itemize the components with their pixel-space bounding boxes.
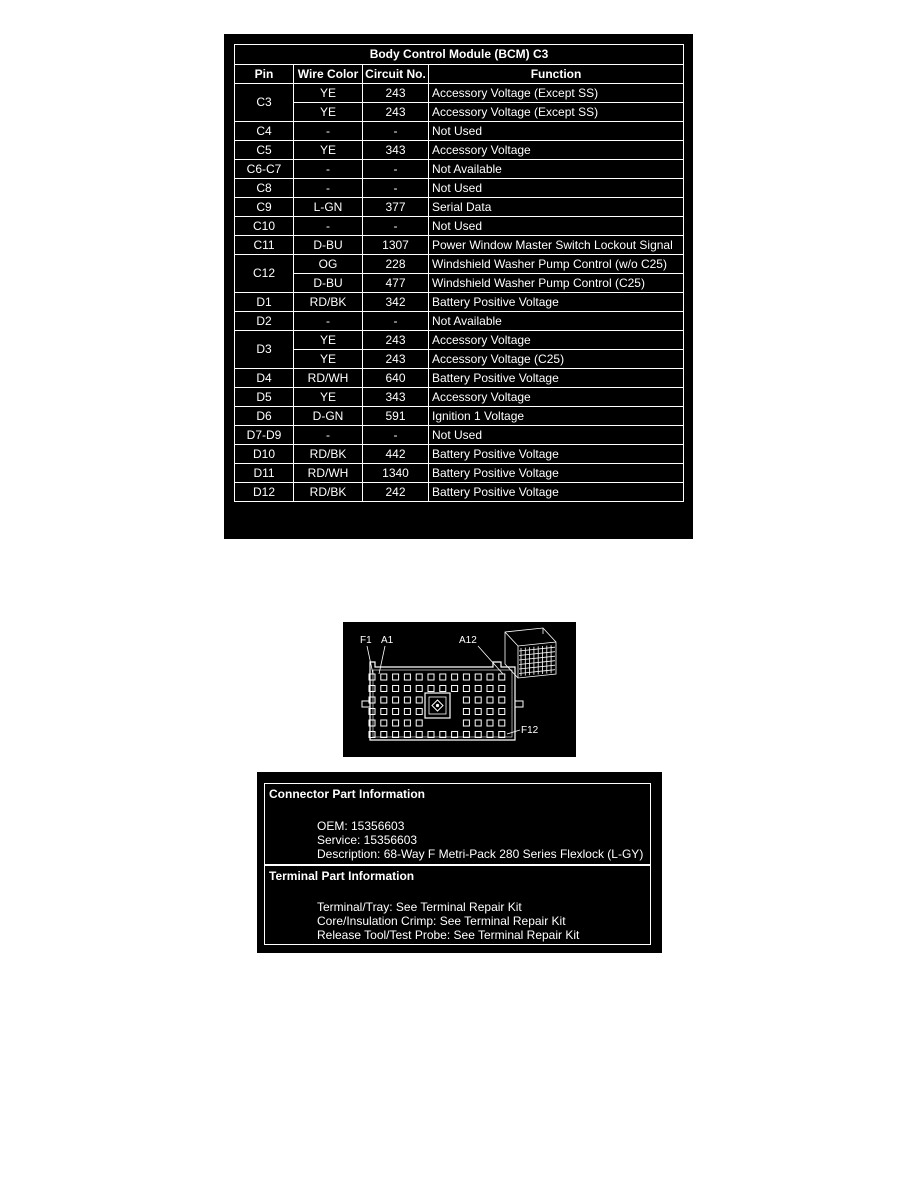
connector-oem: OEM: 15356603: [317, 819, 405, 833]
terminal-cavity: [463, 732, 469, 738]
cell-pin: D7-D9: [235, 426, 294, 445]
cell-wire-color: -: [294, 312, 363, 331]
cell-pin: C11: [235, 236, 294, 255]
cell-function: Battery Positive Voltage: [429, 445, 684, 464]
terminal-cavity: [452, 686, 458, 692]
cell-pin: C4: [235, 122, 294, 141]
header-function: Function: [429, 65, 684, 84]
terminal-cavity: [404, 686, 410, 692]
table-row: [235, 369, 684, 388]
terminal-part-details: [317, 900, 579, 942]
cell-function: Not Used: [429, 122, 684, 141]
cell-pin: D3: [235, 331, 294, 369]
cell-circuit-no: 343: [363, 141, 429, 160]
cell-function: Accessory Voltage: [429, 141, 684, 160]
leader-f12: [507, 730, 520, 734]
terminal-cavity: [428, 732, 434, 738]
cell-pin: D1: [235, 293, 294, 312]
cell-wire-color: YE: [294, 331, 363, 350]
terminal-cavity: [499, 709, 505, 715]
terminal-tray: Terminal/Tray: See Terminal Repair Kit: [317, 900, 522, 914]
cell-circuit-no: 243: [363, 331, 429, 350]
cell-circuit-no: 243: [363, 84, 429, 103]
terminal-cavity: [463, 709, 469, 715]
connector-part-heading: Connector Part Information: [269, 787, 426, 801]
connector-isometric-view: [505, 628, 556, 678]
terminal-cavity: [463, 686, 469, 692]
cell-circuit-no: -: [363, 217, 429, 236]
terminal-cavity: [440, 674, 446, 680]
terminal-cavity: [381, 697, 387, 703]
header-pin: Pin: [235, 65, 294, 84]
cell-pin: D2: [235, 312, 294, 331]
terminal-cavity: [475, 697, 481, 703]
cell-wire-color: OG: [294, 255, 363, 274]
cell-pin: C10: [235, 217, 294, 236]
cell-function: Not Used: [429, 179, 684, 198]
cell-function: Battery Positive Voltage: [429, 464, 684, 483]
connector-face-diagram: [343, 622, 576, 757]
cell-function: Accessory Voltage (C25): [429, 350, 684, 369]
terminal-cavity: [404, 709, 410, 715]
terminal-cavity: [381, 674, 387, 680]
cell-function: Windshield Washer Pump Control (C25): [429, 274, 684, 293]
table-title: Body Control Module (BCM) C3: [235, 45, 684, 65]
table-row: [235, 331, 684, 350]
table-row: [235, 426, 684, 445]
isometric-cavity-line: [519, 652, 555, 656]
cell-circuit-no: -: [363, 160, 429, 179]
table-row: [235, 217, 684, 236]
cell-function: Power Window Master Switch Lockout Signal: [429, 236, 684, 255]
terminal-release-tool: Release Tool/Test Probe: See Terminal Repair Kit: [317, 928, 580, 942]
cell-circuit-no: -: [363, 426, 429, 445]
terminal-cavity: [416, 709, 422, 715]
cell-function: Not Used: [429, 426, 684, 445]
terminal-cavity: [416, 732, 422, 738]
cell-function: Battery Positive Voltage: [429, 483, 684, 502]
terminal-cavity: [381, 686, 387, 692]
pin-table: [234, 44, 684, 502]
terminal-cavity: [452, 732, 458, 738]
terminal-cavity: [428, 674, 434, 680]
cell-circuit-no: 477: [363, 274, 429, 293]
terminal-cavity: [440, 686, 446, 692]
cell-function: Accessory Voltage (Except SS): [429, 103, 684, 122]
right-latch: [515, 701, 523, 707]
cell-wire-color: -: [294, 426, 363, 445]
terminal-crimp: Core/Insulation Crimp: See Terminal Repair Kit: [317, 914, 566, 928]
table-row: [235, 464, 684, 483]
cell-function: Ignition 1 Voltage: [429, 407, 684, 426]
cell-function: Battery Positive Voltage: [429, 369, 684, 388]
cell-function: Not Used: [429, 217, 684, 236]
terminal-part-heading: Terminal Part Information: [269, 869, 415, 883]
terminal-cavity: [416, 697, 422, 703]
cell-circuit-no: 377: [363, 198, 429, 217]
cell-function: Not Available: [429, 312, 684, 331]
cell-wire-color: YE: [294, 84, 363, 103]
cell-function: Not Available: [429, 160, 684, 179]
terminal-cavity: [393, 709, 399, 715]
terminal-cavity: [499, 720, 505, 726]
cell-wire-color: D-BU: [294, 274, 363, 293]
cell-pin: D10: [235, 445, 294, 464]
terminal-cavity: [475, 720, 481, 726]
terminal-cavity: [393, 732, 399, 738]
table-row: [235, 312, 684, 331]
isometric-cavity-line: [519, 665, 555, 669]
terminal-cavity: [487, 674, 493, 680]
cell-circuit-no: 342: [363, 293, 429, 312]
isometric-cavity-line: [519, 661, 555, 665]
cell-wire-color: RD/BK: [294, 445, 363, 464]
cell-wire-color: RD/BK: [294, 483, 363, 502]
cell-pin: D5: [235, 388, 294, 407]
terminal-cavity: [487, 686, 493, 692]
label-a1: A1: [381, 635, 394, 646]
cell-circuit-no: 640: [363, 369, 429, 388]
table-row: [235, 122, 684, 141]
cell-wire-color: YE: [294, 350, 363, 369]
label-a12: A12: [459, 635, 477, 646]
connector-service: Service: 15356603: [317, 833, 418, 847]
terminal-cavity: [463, 720, 469, 726]
cell-pin: C9: [235, 198, 294, 217]
cell-circuit-no: 442: [363, 445, 429, 464]
terminal-cavity: [499, 674, 505, 680]
label-f12: F12: [521, 725, 539, 736]
cell-circuit-no: 228: [363, 255, 429, 274]
table-row: [235, 160, 684, 179]
cell-pin: C5: [235, 141, 294, 160]
terminal-cavity: [463, 697, 469, 703]
terminal-cavity: [499, 686, 505, 692]
terminal-cavity: [381, 732, 387, 738]
cell-pin: D6: [235, 407, 294, 426]
cell-circuit-no: 242: [363, 483, 429, 502]
cell-circuit-no: 243: [363, 350, 429, 369]
cell-wire-color: RD/BK: [294, 293, 363, 312]
cell-wire-color: -: [294, 217, 363, 236]
cell-function: Serial Data: [429, 198, 684, 217]
part-information-box: [264, 783, 651, 945]
cell-wire-color: YE: [294, 388, 363, 407]
table-row: [235, 274, 684, 293]
table-row: [235, 350, 684, 369]
terminal-cavity: [393, 697, 399, 703]
isometric-cavity-line: [519, 656, 555, 660]
terminal-cavity: [393, 686, 399, 692]
isometric-cavity-line: [519, 647, 555, 651]
terminal-cavity: [440, 732, 446, 738]
table-row: [235, 407, 684, 426]
cell-circuit-no: -: [363, 122, 429, 141]
cell-wire-color: D-GN: [294, 407, 363, 426]
terminal-cavity: [428, 686, 434, 692]
cell-wire-color: -: [294, 179, 363, 198]
connector-description: Description: 68-Way F Metri-Pack 280 Series Flexlock (L-GY): [317, 847, 644, 861]
cell-pin: C6-C7: [235, 160, 294, 179]
terminal-cavity: [487, 697, 493, 703]
cell-pin: D4: [235, 369, 294, 388]
table-row: [235, 198, 684, 217]
terminal-cavity: [381, 720, 387, 726]
cell-circuit-no: 1307: [363, 236, 429, 255]
cell-pin: C12: [235, 255, 294, 293]
table-row: [235, 483, 684, 502]
cell-pin: C3: [235, 84, 294, 122]
table-row: [235, 293, 684, 312]
terminal-cavity: [499, 732, 505, 738]
cell-wire-color: -: [294, 122, 363, 141]
cell-function: Battery Positive Voltage: [429, 293, 684, 312]
cell-pin: C8: [235, 179, 294, 198]
cell-circuit-no: 343: [363, 388, 429, 407]
terminal-cavity: [499, 697, 505, 703]
cell-circuit-no: 243: [363, 103, 429, 122]
label-f1: F1: [360, 635, 372, 646]
center-bolt-dot: [436, 704, 439, 707]
pin-table-panel: [224, 34, 693, 539]
table-row: [235, 84, 684, 103]
terminal-cavity: [416, 674, 422, 680]
terminal-cavity: [487, 709, 493, 715]
terminal-cavity: [487, 720, 493, 726]
terminal-cavity: [452, 674, 458, 680]
connector-part-section: [265, 784, 650, 866]
terminal-cavity: [404, 732, 410, 738]
cell-wire-color: D-BU: [294, 236, 363, 255]
terminal-cavity: [404, 697, 410, 703]
cell-circuit-no: 1340: [363, 464, 429, 483]
cell-wire-color: YE: [294, 141, 363, 160]
cell-circuit-no: 591: [363, 407, 429, 426]
terminal-cavity: [404, 720, 410, 726]
connector-face-drawing: [343, 622, 576, 757]
terminal-cavity: [416, 720, 422, 726]
table-row: [235, 388, 684, 407]
table-row: [235, 445, 684, 464]
terminal-cavity: [416, 686, 422, 692]
cell-function: Accessory Voltage (Except SS): [429, 84, 684, 103]
terminal-cavity: [463, 674, 469, 680]
cell-wire-color: -: [294, 160, 363, 179]
terminal-cavity: [475, 732, 481, 738]
table-row: [235, 179, 684, 198]
cell-circuit-no: -: [363, 312, 429, 331]
terminal-cavity: [475, 709, 481, 715]
isometric-cavity-line: [519, 670, 555, 674]
header-circuit-no: Circuit No.: [363, 65, 429, 84]
part-information-panel: [257, 772, 662, 953]
terminal-part-section: [265, 866, 650, 944]
cell-wire-color: L-GN: [294, 198, 363, 217]
terminal-cavity: [475, 674, 481, 680]
pin-table-body: [235, 84, 684, 502]
terminal-cavity: [475, 686, 481, 692]
cell-pin: D11: [235, 464, 294, 483]
terminal-cavity: [404, 674, 410, 680]
cell-function: Accessory Voltage: [429, 388, 684, 407]
cell-function: Windshield Washer Pump Control (w/o C25): [429, 255, 684, 274]
table-row: [235, 103, 684, 122]
cell-function: Accessory Voltage: [429, 331, 684, 350]
header-wire-color: Wire Color: [294, 65, 363, 84]
table-row: [235, 255, 684, 274]
cell-pin: D12: [235, 483, 294, 502]
table-row: [235, 236, 684, 255]
terminal-cavity: [393, 674, 399, 680]
cell-wire-color: YE: [294, 103, 363, 122]
cell-circuit-no: -: [363, 179, 429, 198]
terminal-cavity: [381, 709, 387, 715]
terminal-cavity: [393, 720, 399, 726]
table-row: [235, 141, 684, 160]
terminal-cavity: [487, 732, 493, 738]
cell-wire-color: RD/WH: [294, 369, 363, 388]
cell-wire-color: RD/WH: [294, 464, 363, 483]
connector-part-details: [317, 819, 643, 861]
